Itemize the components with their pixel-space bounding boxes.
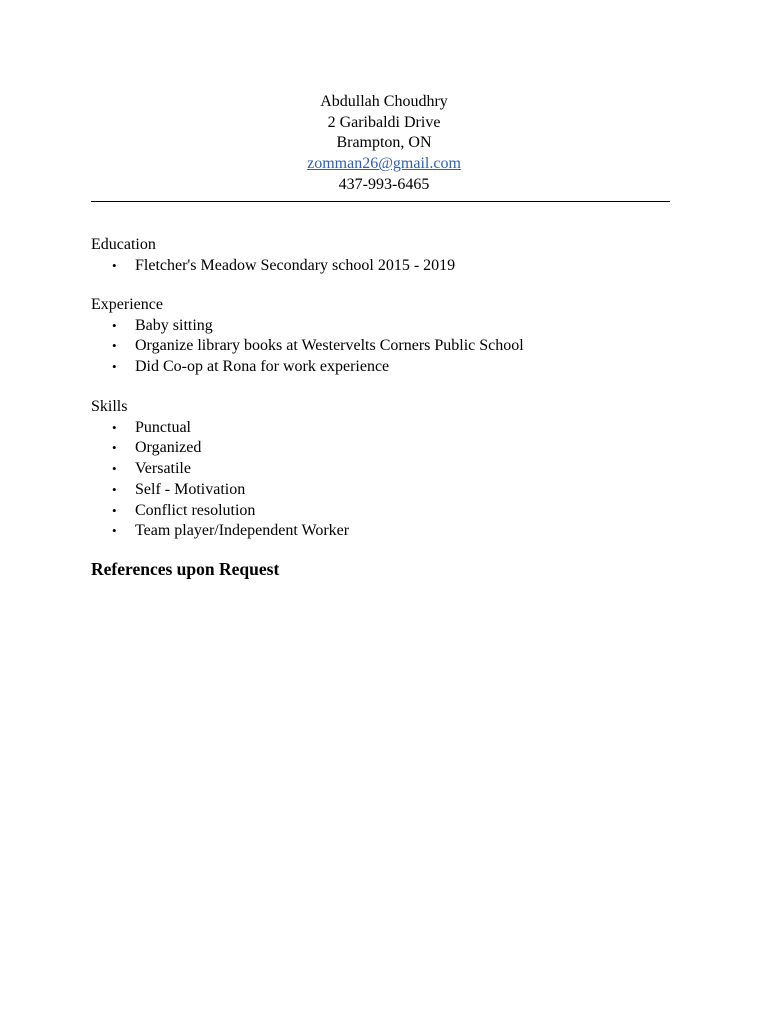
list-item (91, 256, 455, 277)
list-item (91, 459, 349, 480)
references-note: References upon Request (91, 559, 280, 579)
list-item (91, 418, 349, 439)
bullet-icon: • (112, 359, 117, 375)
list-item (91, 336, 524, 357)
list-item (91, 521, 349, 542)
list-item-text: Versatile (135, 460, 191, 478)
experience-heading: Experience (91, 296, 163, 313)
list-item-text: Punctual (135, 418, 191, 436)
list-item-text: Did Co-op at Rona for work experience (135, 358, 390, 376)
list-item-text: Team player/Independent Worker (135, 522, 350, 540)
phone-number: 437-993-6465 (338, 175, 430, 193)
bullet-icon: • (112, 502, 117, 518)
list-item-text: Organized (135, 439, 202, 457)
education-section (91, 235, 455, 276)
bullet-icon: • (112, 317, 117, 333)
bullet-icon: • (112, 523, 117, 539)
email-link[interactable]: zomman26@gmail.com (307, 155, 461, 173)
list-item-text: Fletcher's Meadow Secondary school 2015 - 2019 (135, 256, 456, 274)
bullet-icon: • (112, 338, 117, 354)
list-item (91, 480, 349, 501)
list-item-text: Conflict resolution (135, 501, 256, 519)
list-item (91, 438, 349, 459)
applicant-name: Abdullah Choudhry (320, 93, 448, 110)
list-item (91, 316, 524, 337)
skills-section (91, 397, 349, 542)
address-line-1: 2 Garibaldi Drive (327, 113, 441, 131)
list-item (91, 357, 524, 378)
list-item-text: Organize library books at Westervelts Corners Public School (135, 337, 524, 355)
list-item (91, 501, 349, 522)
bullet-icon: • (112, 461, 117, 477)
contact-header (0, 92, 768, 196)
divider-line (91, 201, 670, 202)
bullet-icon: • (112, 481, 117, 497)
skills-heading: Skills (91, 398, 128, 415)
address-line-2: Brampton, ON (336, 134, 432, 152)
experience-section (91, 295, 524, 378)
list-item-text: Self - Motivation (135, 480, 246, 498)
bullet-icon: • (112, 257, 117, 273)
bullet-icon: • (112, 419, 117, 435)
bullet-icon: • (112, 440, 117, 456)
list-item-text: Baby sitting (135, 316, 213, 334)
education-heading: Education (91, 236, 156, 253)
